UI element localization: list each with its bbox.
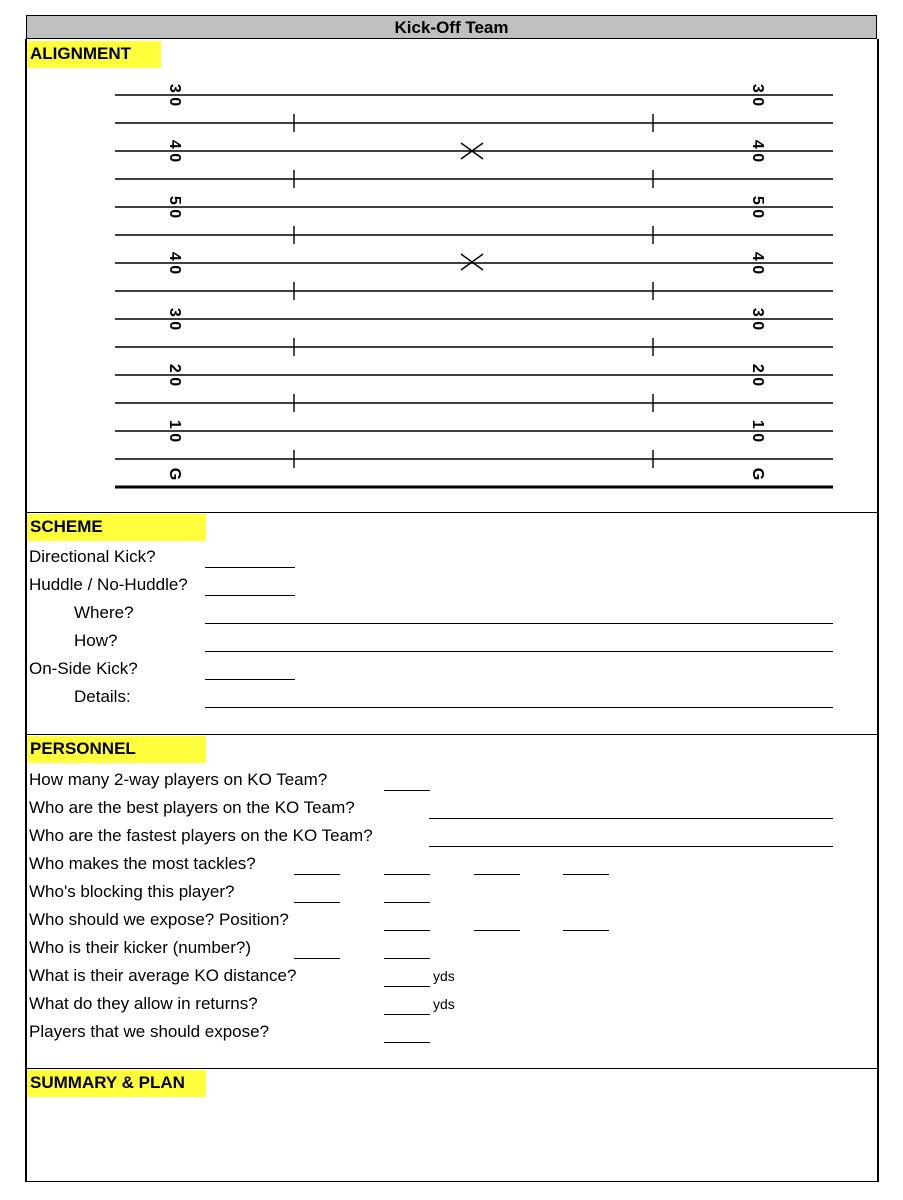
- yard-lines: [115, 95, 833, 487]
- label-players-expose: Players that we should expose?: [29, 1022, 270, 1041]
- field-kicker-number[interactable]: [294, 958, 340, 959]
- label-expose-position: Who should we expose? Position?: [29, 910, 289, 929]
- label-two-way-players: How many 2-way players on KO Team?: [29, 770, 328, 789]
- yard-number: 3 0: [748, 83, 766, 107]
- section-personnel: PERSONNEL: [27, 736, 206, 763]
- yard-number: 1 0: [748, 419, 766, 443]
- label-huddle: Huddle / No-Huddle?: [29, 575, 188, 594]
- kicker-x-mark: [461, 254, 483, 270]
- yard-number: 3 0: [165, 83, 183, 107]
- field-huddle[interactable]: [205, 595, 295, 596]
- bottom-border: [26, 1181, 878, 1182]
- field-most-tackles[interactable]: [384, 874, 430, 875]
- yard-number: 4 0: [165, 251, 183, 275]
- field-returns-allowed[interactable]: [384, 1014, 430, 1015]
- field-blocking-player[interactable]: [384, 902, 430, 903]
- yard-number: 5 0: [748, 195, 766, 219]
- yard-number: G: [165, 467, 183, 481]
- field-players-expose[interactable]: [384, 1042, 430, 1043]
- field-kicker-number[interactable]: [384, 958, 430, 959]
- field-directional-kick[interactable]: [205, 567, 295, 568]
- field-how[interactable]: [205, 651, 833, 652]
- section-scheme: SCHEME: [27, 514, 206, 541]
- yard-number: 4 0: [748, 251, 766, 275]
- field-expose-position[interactable]: [563, 930, 609, 931]
- yard-number: 4 0: [748, 139, 766, 163]
- yard-number: 3 0: [165, 307, 183, 331]
- yard-number: 1 0: [165, 419, 183, 443]
- yard-number: 4 0: [165, 139, 183, 163]
- summary-area[interactable]: [27, 1098, 877, 1180]
- field-diagram: [0, 0, 903, 510]
- section-alignment: ALIGNMENT: [27, 41, 161, 68]
- field-two-way-players[interactable]: [384, 790, 430, 791]
- label-kicker-number: Who is their kicker (number?): [29, 938, 252, 957]
- label-most-tackles: Who makes the most tackles?: [29, 854, 256, 873]
- field-onside-kick[interactable]: [205, 679, 295, 680]
- label-how: How?: [74, 631, 118, 650]
- unit-yds: yds: [433, 996, 455, 1012]
- field-most-tackles[interactable]: [294, 874, 340, 875]
- page-title: Kick-Off Team: [26, 15, 877, 39]
- field-most-tackles[interactable]: [563, 874, 609, 875]
- label-blocking-player: Who's blocking this player?: [29, 882, 235, 901]
- field-where[interactable]: [205, 623, 833, 624]
- field-most-tackles[interactable]: [474, 874, 520, 875]
- label-best-players: Who are the best players on the KO Team?: [29, 798, 355, 817]
- label-directional-kick: Directional Kick?: [29, 547, 156, 566]
- divider-personnel: [26, 734, 878, 735]
- label-returns-allowed: What do they allow in returns?: [29, 994, 258, 1013]
- yard-number: 2 0: [165, 363, 183, 387]
- yard-number: 5 0: [165, 195, 183, 219]
- field-details[interactable]: [205, 707, 833, 708]
- section-summary: SUMMARY & PLAN: [27, 1070, 206, 1097]
- yard-numbers: [166, 84, 766, 480]
- label-onside-kick: On-Side Kick?: [29, 659, 138, 678]
- yard-number: 2 0: [748, 363, 766, 387]
- label-details: Details:: [74, 687, 131, 706]
- field-expose-position[interactable]: [474, 930, 520, 931]
- label-fastest-players: Who are the fastest players on the KO Team?: [29, 826, 373, 845]
- field-blocking-player[interactable]: [294, 902, 340, 903]
- field-ko-distance[interactable]: [384, 986, 430, 987]
- unit-yds: yds: [433, 968, 455, 984]
- label-where: Where?: [74, 603, 134, 622]
- field-expose-position[interactable]: [384, 930, 430, 931]
- field-best-players[interactable]: [429, 818, 833, 819]
- label-ko-distance: What is their average KO distance?: [29, 966, 297, 985]
- divider-summary: [26, 1068, 878, 1069]
- field-fastest-players[interactable]: [429, 846, 833, 847]
- yard-number: G: [748, 467, 766, 481]
- yard-number: 3 0: [748, 307, 766, 331]
- divider-scheme: [26, 512, 878, 513]
